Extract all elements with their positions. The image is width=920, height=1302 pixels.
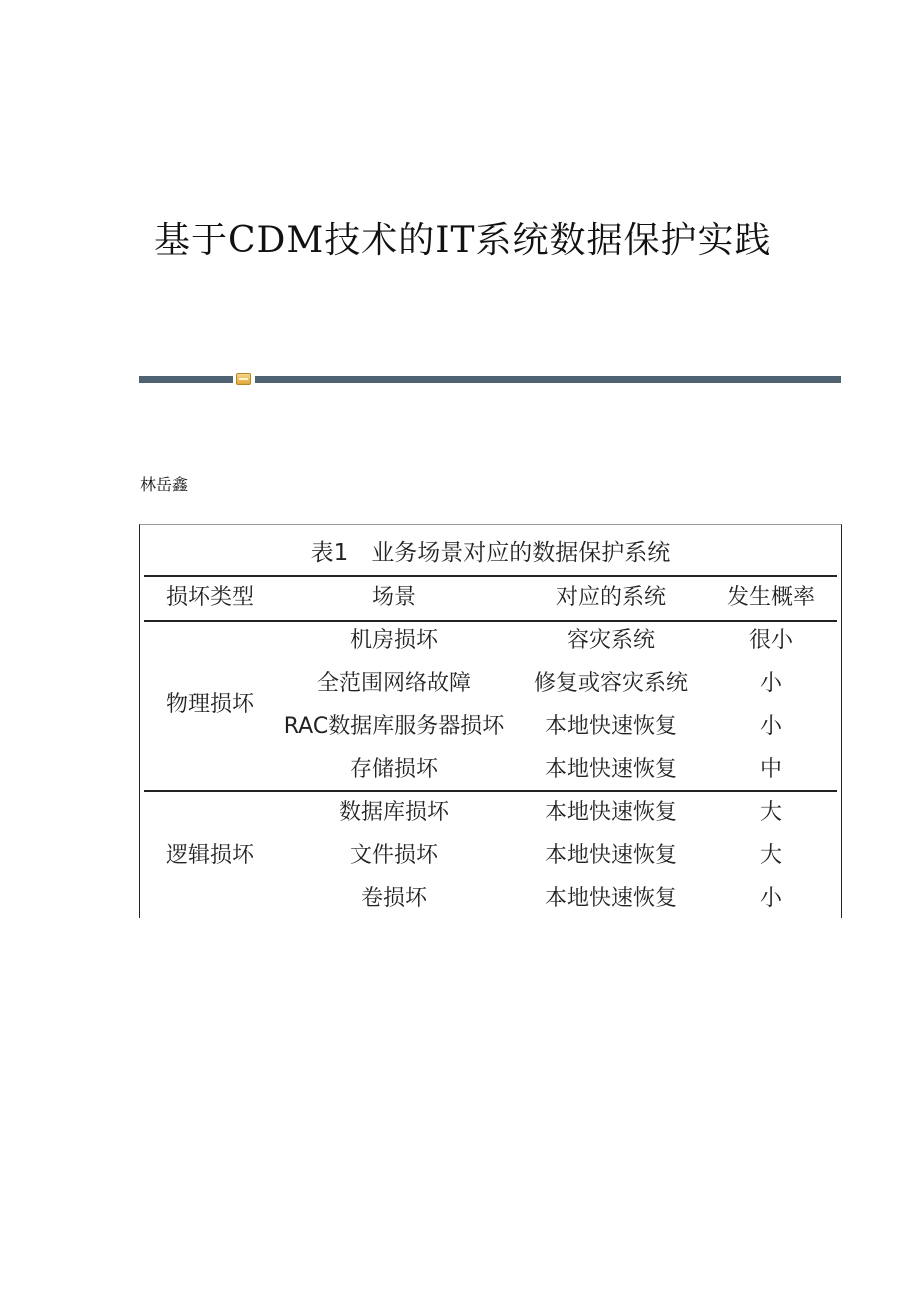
table-cell-scene: 文件损坏	[349, 843, 438, 868]
table-cell-scene: 全范围网络故障	[316, 671, 471, 696]
table-cell-scene: 机房损坏	[349, 628, 438, 653]
header-probability: 发生概率	[726, 585, 815, 610]
table-cell-system: 本地快速恢复	[544, 886, 677, 911]
data-protection-table	[139, 524, 842, 918]
header-scene: 场景	[371, 585, 416, 610]
group-type-physical: 物理损坏	[165, 692, 254, 717]
table-cell-system: 容灾系统	[566, 628, 655, 653]
table-cell-system: 本地快速恢复	[544, 800, 677, 825]
table-cell-probability: 小	[759, 886, 782, 911]
table-cell-scene: 卷损坏	[360, 886, 427, 911]
table-cell-system: 本地快速恢复	[544, 757, 677, 782]
table-cell-system: 修复或容灾系统	[533, 671, 688, 696]
header-system: 对应的系统	[555, 585, 666, 610]
table-cell-probability: 中	[759, 757, 782, 782]
table-cell-probability: 很小	[748, 628, 793, 653]
table-cell-system: 本地快速恢复	[544, 714, 677, 739]
table-cell-scene: 数据库损坏	[338, 800, 449, 825]
table-cell-probability: 大	[759, 843, 782, 868]
title-divider	[139, 371, 841, 387]
table-header-rule	[144, 620, 837, 622]
table-group-rule	[144, 790, 837, 792]
table-cell-scene: 存储损坏	[349, 757, 438, 782]
table-cell-probability: 小	[759, 714, 782, 739]
author-name: 林岳鑫	[140, 475, 189, 494]
header-damage-type: 损坏类型	[165, 585, 254, 610]
divider-bar-right	[255, 376, 841, 383]
table-cell-probability: 小	[759, 671, 782, 696]
table-caption: 表1 业务场景对应的数据保护系统	[310, 540, 671, 566]
divider-bar-left	[139, 376, 233, 383]
group-type-logical: 逻辑损坏	[165, 843, 254, 868]
table-cell-probability: 大	[759, 800, 782, 825]
envelope-icon	[236, 373, 251, 385]
table-cell-system: 本地快速恢复	[544, 843, 677, 868]
table-top-rule	[144, 575, 837, 577]
table-cell-scene: RAC数据库服务器损坏	[283, 714, 505, 739]
document-title: 基于CDM技术的IT系统数据保护实践	[154, 220, 772, 261]
